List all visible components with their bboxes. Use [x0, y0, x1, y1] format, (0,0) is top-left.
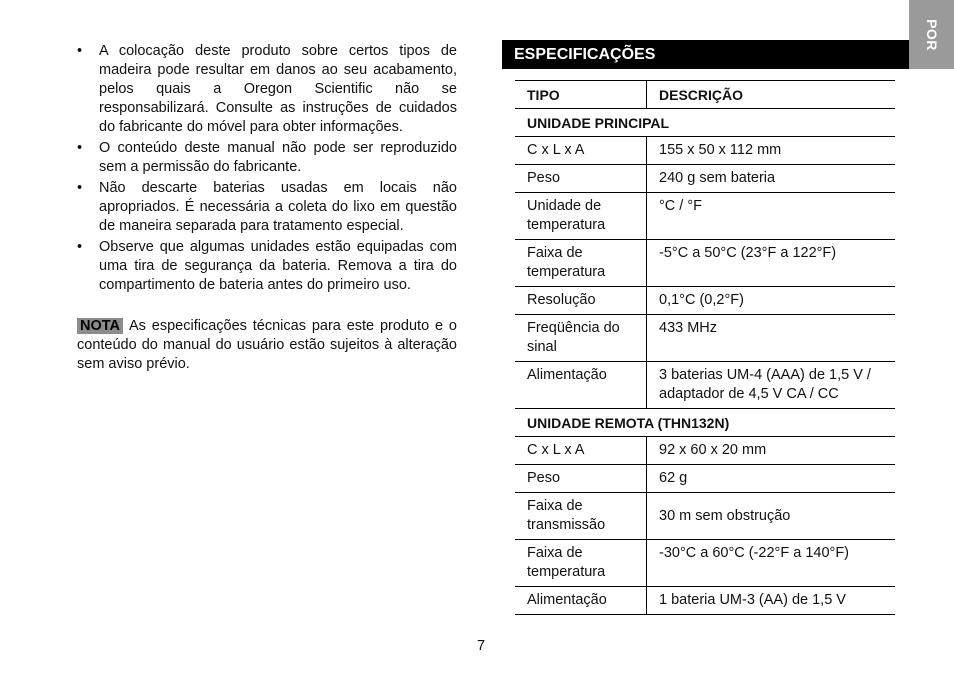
specs-title: ESPECIFICAÇÕES [502, 40, 909, 69]
note-paragraph [77, 317, 457, 374]
row-type: Alimentação [515, 587, 647, 615]
section-label: UNIDADE PRINCIPAL [515, 109, 895, 137]
row-description: 30 m sem obstrução [647, 493, 896, 540]
row-type: Unidade de temperatura [515, 193, 647, 240]
row-type: Faixa de temperatura [515, 240, 647, 287]
table-row [515, 240, 895, 287]
table-row [515, 362, 895, 409]
row-description: 433 MHz [647, 315, 896, 362]
specs-table [515, 80, 895, 615]
table-row [515, 193, 895, 240]
row-description: 3 baterias UM-4 (AAA) de 1,5 V / adaptador de 4,5 V CA / CC [647, 362, 896, 409]
table-row [515, 137, 895, 165]
row-type: C x L x A [515, 137, 647, 165]
row-description: °C / °F [647, 193, 896, 240]
section-row-remote-unit [515, 409, 895, 437]
list-item: • O conteúdo deste manual não pode ser reproduzido sem a permissão do fabricante. [77, 139, 457, 177]
table-row [515, 587, 895, 615]
section-row-main-unit [515, 109, 895, 137]
column-header-type: TIPO [515, 81, 647, 109]
row-description: 155 x 50 x 112 mm [647, 137, 896, 165]
list-item: • Observe que algumas unidades estão equipadas com uma tira de segurança da bateria. Remova a tira do compartimento de bateria antes do primeiro uso. [77, 238, 457, 295]
row-description: 0,1°C (0,2°F) [647, 287, 896, 315]
row-type: Alimentação [515, 362, 647, 409]
row-type: Resolução [515, 287, 647, 315]
notes-column [77, 42, 457, 389]
note-label: NOTA [77, 318, 123, 334]
row-type: Peso [515, 465, 647, 493]
table-row [515, 315, 895, 362]
table-row [515, 437, 895, 465]
table-row [515, 165, 895, 193]
language-tab [909, 0, 954, 69]
table-row [515, 540, 895, 587]
row-type: Peso [515, 165, 647, 193]
row-type: Faixa de temperatura [515, 540, 647, 587]
row-description: -5°C a 50°C (23°F a 122°F) [647, 240, 896, 287]
note-text: As especificações técnicas para este produto e o conteúdo do manual do usuário estão sujeitos à alteração sem aviso prévio. [77, 318, 457, 372]
table-header-row [515, 81, 895, 109]
table-row [515, 493, 895, 540]
page-number: 7 [477, 638, 486, 654]
row-type: Faixa de transmissão [515, 493, 647, 540]
section-label: UNIDADE REMOTA (THN132N) [515, 409, 895, 437]
table-row [515, 287, 895, 315]
language-tab-label: POR [923, 18, 940, 51]
row-description: 62 g [647, 465, 896, 493]
list-item: • A colocação deste produto sobre certos tipos de madeira pode resultar em danos ao seu acabamento, pelos quais a Oregon Scientific não se responsabilizará. Consulte as instruções de cuidados do fabricante do móvel para obter informações. [77, 42, 457, 137]
column-header-description: DESCRIÇÃO [647, 81, 896, 109]
row-description: 1 bateria UM-3 (AA) de 1,5 V [647, 587, 896, 615]
row-description: 240 g sem bateria [647, 165, 896, 193]
row-description: -30°C a 60°C (-22°F a 140°F) [647, 540, 896, 587]
row-type: C x L x A [515, 437, 647, 465]
table-row [515, 465, 895, 493]
row-description: 92 x 60 x 20 mm [647, 437, 896, 465]
list-item: • Não descarte baterias usadas em locais não apropriados. É necessária a coleta do lixo em questão de maneira separada para tratamento especial. [77, 179, 457, 236]
row-type: Freqüência do sinal [515, 315, 647, 362]
warnings-list [77, 42, 457, 295]
